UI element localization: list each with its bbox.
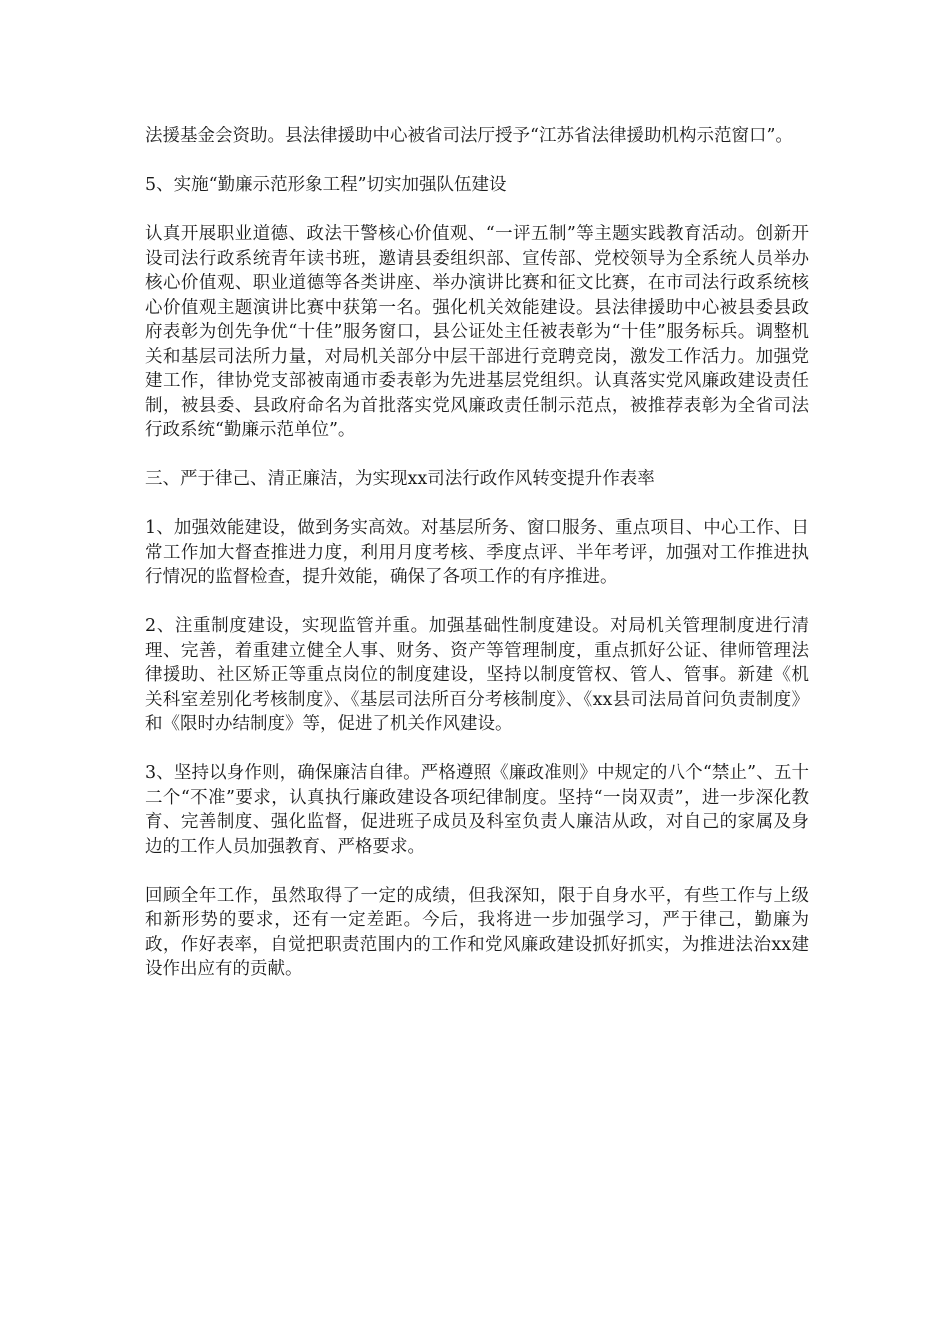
para-legal-aid-fund: 法援基金会资助。县法律援助中心被省司法厅授予“江苏省法律援助机构示范窗口”。 [145, 126, 793, 146]
heading-section-three: 三、严于律己、清正廉洁，为实现xx司法行政作风转变提升作表率 [145, 469, 655, 489]
heading-qinlian-project: 5、实施“勤廉示范形象工程”切实加强队伍建设 [145, 175, 507, 195]
para-team-building: 认真开展职业道德、政法干警核心价值观、“一评五制”等主题实践教育活动。创新开设司法行政系统青年读书班，邀请县委组织部、宣传部、党校领导为全系统人员举办核心价值观、职业道德等各类讲座、举办演讲比赛和征文比赛，在市司法行政系统核心价值观主题演讲比赛中获第一名。强化机关效能建设。县法律援助中心被县委县政府表彰为创先争优“十佳”服务窗口，县公证处主任被表彰为“十佳”服务标兵。调整机关和基层司法所力量，对局机关部分中层干部进行竞聘竞岗，激发工作活力。加强党建工作，律协党支部被南通市委表彰为先进基层党组织。认真落实党风廉政建设责任制，被县委、县政府命名为首批落实党风廉政责任制示范点，被推荐表彰为全省司法行政系统“勤廉示范单位”。 [145, 224, 809, 440]
para-efficiency: 1、加强效能建设，做到务实高效。对基层所务、窗口服务、重点项目、中心工作、日常工作加大督查推进力度，利用月度考核、季度点评、半年考评，加强对工作推进执行情况的监督检查，提升效能，确保了各项工作的有序推进。 [145, 518, 809, 587]
para-conclusion: 回顾全年工作，虽然取得了一定的成绩，但我深知，限于自身水平，有些工作与上级和新形势的要求，还有一定差距。今后，我将进一步加强学习，严于律己，勤廉为政，作好表率，自觉把职责范围内的工作和党风廉政建设抓好抓实，为推进法治xx建设作出应有的贡献。 [145, 885, 809, 979]
para-institution: 2、注重制度建设，实现监管并重。加强基础性制度建设。对局机关管理制度进行清理、完善，着重建立健全人事、财务、资产等管理制度，重点抓好公证、律师管理法律援助、社区矫正等重点岗位的制度建设，坚持以制度管权、管人、管事。新建《机关科室差别化考核制度》、《基层司法所百分考核制度》、《xx县司法局首问负责制度》和《限时办结制度》等，促进了机关作风建设。 [145, 616, 809, 734]
document-body [145, 124, 809, 1006]
para-integrity: 3、坚持以身作则，确保廉洁自律。严格遵照《廉政准则》中规定的八个“禁止”、五十二个“不准”要求，认真执行廉政建设各项纪律制度。坚持“一岗双责”，进一步深化教育、完善制度、强化监督，促进班子成员及科室负责人廉洁从政，对自己的家属及身边的工作人员加强教育、严格要求。 [145, 763, 809, 857]
